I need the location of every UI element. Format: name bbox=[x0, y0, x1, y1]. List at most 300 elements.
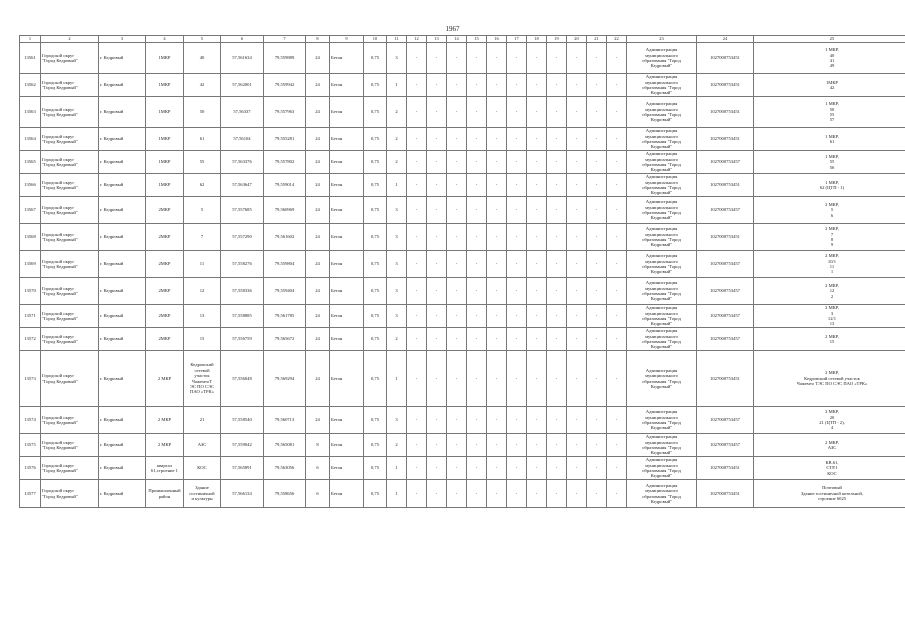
table-cell: - bbox=[427, 351, 447, 407]
table-cell: Бетон bbox=[330, 407, 364, 434]
table-cell: 1027000753451 bbox=[697, 351, 754, 407]
table-cell: - bbox=[547, 407, 567, 434]
table-cell: - bbox=[467, 197, 487, 224]
table-cell: - bbox=[487, 407, 507, 434]
table-cell: - bbox=[427, 278, 447, 305]
table-cell: Бетон bbox=[330, 151, 364, 174]
table-cell: Бетон bbox=[330, 128, 364, 151]
table-cell: - bbox=[507, 97, 527, 128]
table-cell: 1 bbox=[387, 351, 407, 407]
table-cell: Почтовый Здание гостиничной котельной, строение 6025 bbox=[754, 480, 905, 508]
table-cell: - bbox=[427, 407, 447, 434]
table-cell: 11 bbox=[184, 251, 221, 278]
table-cell: - bbox=[487, 457, 507, 480]
table-cell: - bbox=[547, 251, 567, 278]
table-cell: 13562 bbox=[20, 74, 41, 97]
table-cell: - bbox=[447, 251, 467, 278]
table-cell: - bbox=[587, 351, 607, 407]
table-cell: - bbox=[427, 197, 447, 224]
table-cell: - bbox=[507, 197, 527, 224]
table-cell: г. Кедровый bbox=[99, 278, 146, 305]
column-header: 1 bbox=[20, 36, 41, 43]
table-cell: 1027000753457 bbox=[697, 197, 754, 224]
table-cell: Промышленный район bbox=[146, 480, 184, 508]
table-cell: 2 МКР, 10/1 11 1 bbox=[754, 251, 905, 278]
table-cell: - bbox=[487, 278, 507, 305]
table-cell: - bbox=[507, 434, 527, 457]
table-cell: - bbox=[527, 407, 547, 434]
table-cell: Бетон bbox=[330, 457, 364, 480]
table-cell: - bbox=[427, 74, 447, 97]
table-cell: 79,559942 bbox=[264, 74, 306, 97]
table-cell: - bbox=[587, 128, 607, 151]
table-cell: 24 bbox=[306, 328, 330, 351]
table-cell: 79,559804 bbox=[264, 251, 306, 278]
table-cell: - bbox=[507, 278, 527, 305]
table-cell: 21 bbox=[184, 407, 221, 434]
table-cell: - bbox=[507, 351, 527, 407]
table-cell: - bbox=[507, 174, 527, 197]
table-cell: - bbox=[467, 305, 487, 328]
column-header: 4 bbox=[146, 36, 184, 43]
table-cell: - bbox=[587, 434, 607, 457]
table-cell: - bbox=[567, 457, 587, 480]
table-cell: 3 bbox=[387, 305, 407, 328]
table-cell: - bbox=[607, 174, 627, 197]
table-cell: 3 bbox=[387, 224, 407, 251]
table-cell: - bbox=[507, 224, 527, 251]
column-header: 15 bbox=[467, 36, 487, 43]
table-cell: - bbox=[567, 43, 587, 74]
table-cell: - bbox=[427, 151, 447, 174]
table-cell: - bbox=[607, 224, 627, 251]
table-cell: Администрация муниципального образования "Город Кедровый" bbox=[627, 97, 697, 128]
table-cell: - bbox=[507, 305, 527, 328]
column-header: 25 bbox=[754, 36, 905, 43]
table-cell: 79,560713 bbox=[264, 407, 306, 434]
table-cell: Городской округ "Город Кедровый" bbox=[41, 480, 99, 508]
column-header: 19 bbox=[547, 36, 567, 43]
table-cell: - bbox=[567, 305, 587, 328]
table-cell: - bbox=[527, 434, 547, 457]
table-cell: - bbox=[607, 305, 627, 328]
table-cell: - bbox=[447, 457, 467, 480]
table-cell: 13565 bbox=[20, 151, 41, 174]
table-cell: - bbox=[607, 151, 627, 174]
table-cell: - bbox=[407, 407, 427, 434]
table-cell: 0,75 bbox=[364, 43, 387, 74]
table-cell: 62 bbox=[184, 174, 221, 197]
table-cell: - bbox=[587, 328, 607, 351]
table-cell: Бетон bbox=[330, 174, 364, 197]
table-cell: 0,75 bbox=[364, 174, 387, 197]
table-cell: Городской округ "Город Кедровый" bbox=[41, 97, 99, 128]
table-cell: - bbox=[447, 278, 467, 305]
table-cell: - bbox=[567, 407, 587, 434]
table-cell: 1 МКР, 55 56 bbox=[754, 151, 905, 174]
table-cell: г. Кедровый bbox=[99, 151, 146, 174]
column-header: 18 bbox=[527, 36, 547, 43]
table-cell: - bbox=[607, 74, 627, 97]
table-cell: 57,557290 bbox=[221, 224, 264, 251]
table-cell: - bbox=[487, 43, 507, 74]
table-cell: - bbox=[567, 278, 587, 305]
table-cell: - bbox=[427, 128, 447, 151]
table-cell: - bbox=[547, 43, 567, 74]
table-cell: Администрация муниципального образования "Город Кедровый" bbox=[627, 151, 697, 174]
table-cell: - bbox=[427, 457, 447, 480]
table-cell: г. Кедровый bbox=[99, 43, 146, 74]
column-header: 21 bbox=[587, 36, 607, 43]
table-cell: - bbox=[427, 43, 447, 74]
table-cell: Администрация муниципального образования "Город Кедровый" bbox=[627, 74, 697, 97]
table-cell: 2 bbox=[387, 434, 407, 457]
table-cell: г. Кедровый bbox=[99, 457, 146, 480]
table-cell: - bbox=[467, 407, 487, 434]
table-cell: - bbox=[487, 480, 507, 508]
column-header: 14 bbox=[447, 36, 467, 43]
table-cell: г. Кедровый bbox=[99, 328, 146, 351]
table-cell: - bbox=[547, 74, 567, 97]
table-cell: - bbox=[567, 434, 587, 457]
table-cell: 1 МКР, 50 55 57 bbox=[754, 97, 905, 128]
table-cell: 13564 bbox=[20, 128, 41, 151]
table-cell: 2 МКР, 5 6 bbox=[754, 197, 905, 224]
table-cell: 24 bbox=[306, 197, 330, 224]
table-cell: 1МКР bbox=[146, 43, 184, 74]
table-cell: 0,75 bbox=[364, 224, 387, 251]
table-cell: - bbox=[547, 128, 567, 151]
table-cell: - bbox=[507, 407, 527, 434]
table-row bbox=[20, 305, 905, 328]
table-cell: 2МКР bbox=[146, 197, 184, 224]
table-cell: - bbox=[567, 351, 587, 407]
table-cell: 1027000753457 bbox=[697, 251, 754, 278]
table-cell: - bbox=[407, 305, 427, 328]
table-cell: Городской округ "Город Кедровый" bbox=[41, 434, 99, 457]
table-cell: - bbox=[507, 151, 527, 174]
table-cell: - bbox=[547, 278, 567, 305]
table-cell: 13576 bbox=[20, 457, 41, 480]
table-cell: 2 bbox=[387, 328, 407, 351]
table-cell: 57,558336 bbox=[221, 278, 264, 305]
table-cell: - bbox=[467, 251, 487, 278]
table-cell: - bbox=[527, 97, 547, 128]
table-cell: Городской округ "Город Кедровый" bbox=[41, 305, 99, 328]
table-cell: 2 МКР, 15 bbox=[754, 328, 905, 351]
table-cell: - bbox=[487, 74, 507, 97]
table-cell: - bbox=[527, 151, 547, 174]
table-cell: - bbox=[467, 434, 487, 457]
table-cell: - bbox=[547, 97, 567, 128]
table-cell: 24 bbox=[306, 128, 330, 151]
table-cell: 2 МКР, Кедровский сетевой участок Чажемто ТЭС ПО СЭС ПАО «ТРК» bbox=[754, 351, 905, 407]
table-cell: 79,558656 bbox=[264, 480, 306, 508]
table-cell: - bbox=[467, 224, 487, 251]
table-cell: 13570 bbox=[20, 278, 41, 305]
table-cell: 13574 bbox=[20, 407, 41, 434]
table-cell: - bbox=[587, 278, 607, 305]
column-header: 12 bbox=[407, 36, 427, 43]
table-cell: - bbox=[507, 480, 527, 508]
table-cell: - bbox=[607, 457, 627, 480]
table-cell: г. Кедровый bbox=[99, 351, 146, 407]
table-cell: 0,75 bbox=[364, 128, 387, 151]
table-cell: 79,555281 bbox=[264, 128, 306, 151]
table-cell: - bbox=[587, 305, 607, 328]
table-cell: 13566 bbox=[20, 174, 41, 197]
table-cell: - bbox=[487, 251, 507, 278]
table-cell: - bbox=[587, 174, 607, 197]
table-cell: - bbox=[567, 128, 587, 151]
table-cell: 2МКР bbox=[146, 251, 184, 278]
table-cell: 0,75 bbox=[364, 305, 387, 328]
table-row bbox=[20, 174, 905, 197]
table-cell: 13561 bbox=[20, 43, 41, 74]
table-cell: - bbox=[547, 197, 567, 224]
table-cell: - bbox=[507, 43, 527, 74]
table-cell: - bbox=[527, 328, 547, 351]
table-cell: 3 bbox=[387, 251, 407, 278]
table-cell: 42 bbox=[184, 74, 221, 97]
table-cell: Городской округ "Город Кедровый" bbox=[41, 278, 99, 305]
table-cell: - bbox=[407, 480, 427, 508]
table-cell: г. Кедровый bbox=[99, 251, 146, 278]
table-cell: 2 МКР, 7 8 9 bbox=[754, 224, 905, 251]
table-cell: 24 bbox=[306, 278, 330, 305]
table-cell: Бетон bbox=[330, 434, 364, 457]
table-cell: 2 bbox=[387, 128, 407, 151]
table-cell: Городской округ "Город Кедровый" bbox=[41, 407, 99, 434]
table-cell: 24 bbox=[306, 305, 330, 328]
column-header: 8 bbox=[306, 36, 330, 43]
table-cell: 1 bbox=[387, 74, 407, 97]
table-cell: - bbox=[567, 328, 587, 351]
table-cell: Городской округ "Город Кедровый" bbox=[41, 351, 99, 407]
table-cell: - bbox=[407, 328, 427, 351]
table-cell: Бетон bbox=[330, 43, 364, 74]
column-header: 22 bbox=[607, 36, 627, 43]
table-cell: - bbox=[527, 74, 547, 97]
table-cell: г. Кедровый bbox=[99, 197, 146, 224]
table-cell: Администрация муниципального образования "Город Кедровый" bbox=[627, 351, 697, 407]
table-cell: г. Кедровый bbox=[99, 174, 146, 197]
table-cell: - bbox=[547, 351, 567, 407]
table-cell: 50 bbox=[184, 97, 221, 128]
table-cell: 1 bbox=[387, 480, 407, 508]
table-cell: Администрация муниципального образования "Город Кедровый" bbox=[627, 328, 697, 351]
table-row bbox=[20, 97, 905, 128]
table-cell: - bbox=[527, 197, 547, 224]
table-cell: 2МКР bbox=[146, 224, 184, 251]
table-cell: 3 bbox=[387, 197, 407, 224]
table-cell: - bbox=[427, 434, 447, 457]
table-cell: - bbox=[407, 434, 427, 457]
table-cell: - bbox=[467, 97, 487, 128]
column-header: 10 bbox=[364, 36, 387, 43]
table-cell: - bbox=[487, 224, 507, 251]
table-cell: Бетон bbox=[330, 480, 364, 508]
table-cell: 24 bbox=[306, 151, 330, 174]
table-cell: 0,75 bbox=[364, 457, 387, 480]
table-cell: 13572 bbox=[20, 328, 41, 351]
table-cell: 2 МКР, 20 21 (ЦТП - 2), 4 bbox=[754, 407, 905, 434]
column-header: 11 bbox=[387, 36, 407, 43]
table-cell: - bbox=[607, 278, 627, 305]
table-cell: - bbox=[567, 97, 587, 128]
table-cell: - bbox=[507, 74, 527, 97]
table-cell: 1 bbox=[387, 457, 407, 480]
table-cell: - bbox=[527, 128, 547, 151]
table-cell: 2 МКР, АЗС bbox=[754, 434, 905, 457]
table-row bbox=[20, 480, 905, 508]
column-header: 6 bbox=[221, 36, 264, 43]
table-cell: - bbox=[587, 251, 607, 278]
table-cell: - bbox=[447, 328, 467, 351]
table-cell: Городской округ "Город Кедровый" bbox=[41, 151, 99, 174]
table-cell: 2 МКР, 12 2 bbox=[754, 278, 905, 305]
column-header: 24 bbox=[697, 36, 754, 43]
table-cell: г. Кедровый bbox=[99, 434, 146, 457]
table-cell: 57,558276 bbox=[221, 251, 264, 278]
table-cell: 57,563647 bbox=[221, 174, 264, 197]
table-cell: - bbox=[607, 251, 627, 278]
table-cell: 79,565672 bbox=[264, 328, 306, 351]
table-cell: 1027000753451 bbox=[697, 457, 754, 480]
table-cell: Городской округ "Город Кедровый" bbox=[41, 251, 99, 278]
table-cell: - bbox=[467, 128, 487, 151]
table-cell: 13577 bbox=[20, 480, 41, 508]
table-cell: - bbox=[467, 480, 487, 508]
table-cell: 2 МКР bbox=[146, 407, 184, 434]
table-cell: - bbox=[507, 328, 527, 351]
column-header: 13 bbox=[427, 36, 447, 43]
table-row bbox=[20, 278, 905, 305]
table-cell: - bbox=[407, 174, 427, 197]
table-cell: Бетон bbox=[330, 328, 364, 351]
table-cell: Администрация муниципального образования "Город Кедровый" bbox=[627, 128, 697, 151]
table-cell: 57,556759 bbox=[221, 328, 264, 351]
table-cell: 13575 bbox=[20, 434, 41, 457]
table-row bbox=[20, 74, 905, 97]
table-cell: 13571 bbox=[20, 305, 41, 328]
table-cell: Бетон bbox=[330, 305, 364, 328]
table-cell: 1МКР bbox=[146, 151, 184, 174]
table-cell: - bbox=[447, 97, 467, 128]
table-cell: 57,558885 bbox=[221, 305, 264, 328]
table-cell: 57,556048 bbox=[221, 351, 264, 407]
table-cell: 13567 bbox=[20, 197, 41, 224]
table-cell: 79,557802 bbox=[264, 151, 306, 174]
table-cell: 1027000753451 bbox=[697, 43, 754, 74]
table-cell: - bbox=[447, 174, 467, 197]
table-cell: - bbox=[407, 278, 427, 305]
table-cell: 24 bbox=[306, 43, 330, 74]
table-cell: - bbox=[427, 305, 447, 328]
table-cell: 7 bbox=[184, 224, 221, 251]
table-cell: - bbox=[467, 278, 487, 305]
table-cell: - bbox=[547, 305, 567, 328]
table-cell: - bbox=[467, 328, 487, 351]
table-cell: 2МКР bbox=[146, 328, 184, 351]
table-cell: 5 bbox=[184, 197, 221, 224]
table-cell: 2 bbox=[387, 151, 407, 174]
table-row bbox=[20, 151, 905, 174]
table-cell: Бетон bbox=[330, 224, 364, 251]
column-header: 23 bbox=[627, 36, 697, 43]
table-cell: Городской округ "Город Кедровый" bbox=[41, 457, 99, 480]
table-cell: 1 bbox=[387, 174, 407, 197]
table-cell: 1 МКР, 40 41 49 bbox=[754, 43, 905, 74]
table-cell: - bbox=[447, 305, 467, 328]
table-cell: 55 bbox=[184, 151, 221, 174]
table-row bbox=[20, 351, 905, 407]
column-header: 2 bbox=[41, 36, 99, 43]
table-cell: 79,559889 bbox=[264, 43, 306, 74]
table-cell: Администрация муниципального образования "Город Кедровый" bbox=[627, 305, 697, 328]
table-cell: 24 bbox=[306, 74, 330, 97]
table-cell: Кедровский сетевой участок ЧажемтоТ ЭС ПО СЭС ПАО «ТРК» bbox=[184, 351, 221, 407]
table-row bbox=[20, 224, 905, 251]
table-cell: 1027000753457 bbox=[697, 151, 754, 174]
table-cell: - bbox=[407, 224, 427, 251]
table-cell: 1МКР bbox=[146, 128, 184, 151]
table-cell: - bbox=[547, 174, 567, 197]
table-cell: - bbox=[547, 224, 567, 251]
table-cell: 2МКР bbox=[146, 305, 184, 328]
table-cell: 0,75 bbox=[364, 97, 387, 128]
table-cell: 13563 bbox=[20, 97, 41, 128]
table-cell: 79,563056 bbox=[264, 457, 306, 480]
table-cell: - bbox=[427, 480, 447, 508]
table-cell: - bbox=[487, 151, 507, 174]
table-cell: Администрация муниципального образования "Город Кедровый" bbox=[627, 174, 697, 197]
table-row bbox=[20, 251, 905, 278]
table-cell: 0,75 bbox=[364, 434, 387, 457]
table-cell: 1027000753451 bbox=[697, 174, 754, 197]
table-cell: 1МКР bbox=[146, 97, 184, 128]
table-cell: 13569 bbox=[20, 251, 41, 278]
table-cell: Администрация муниципального образования "Город Кедровый" bbox=[627, 197, 697, 224]
table-cell: - bbox=[607, 128, 627, 151]
table-cell: - bbox=[567, 151, 587, 174]
column-header: 3 bbox=[99, 36, 146, 43]
table-cell: Бетон bbox=[330, 97, 364, 128]
table-cell: - bbox=[547, 480, 567, 508]
table-cell: 8 bbox=[306, 434, 330, 457]
table-cell: - bbox=[607, 197, 627, 224]
table-cell: - bbox=[547, 434, 567, 457]
table-cell: - bbox=[587, 407, 607, 434]
table-row bbox=[20, 434, 905, 457]
table-cell: 24 bbox=[306, 251, 330, 278]
table-row bbox=[20, 328, 905, 351]
table-cell: - bbox=[567, 251, 587, 278]
table-cell: - bbox=[567, 197, 587, 224]
table-cell: Бетон bbox=[330, 197, 364, 224]
table-cell: г. Кедровый bbox=[99, 128, 146, 151]
table-cell: Городской округ "Город Кедровый" bbox=[41, 174, 99, 197]
column-header: 20 bbox=[567, 36, 587, 43]
table-cell: г. Кедровый bbox=[99, 74, 146, 97]
table-cell: г. Кедровый bbox=[99, 224, 146, 251]
table-cell: 1027000753451 bbox=[697, 128, 754, 151]
table-row bbox=[20, 407, 905, 434]
table-cell: Администрация муниципального образования "Город Кедровый" bbox=[627, 43, 697, 74]
table-cell: - bbox=[607, 434, 627, 457]
table-cell: 3 bbox=[387, 278, 407, 305]
table-cell: - bbox=[447, 434, 467, 457]
